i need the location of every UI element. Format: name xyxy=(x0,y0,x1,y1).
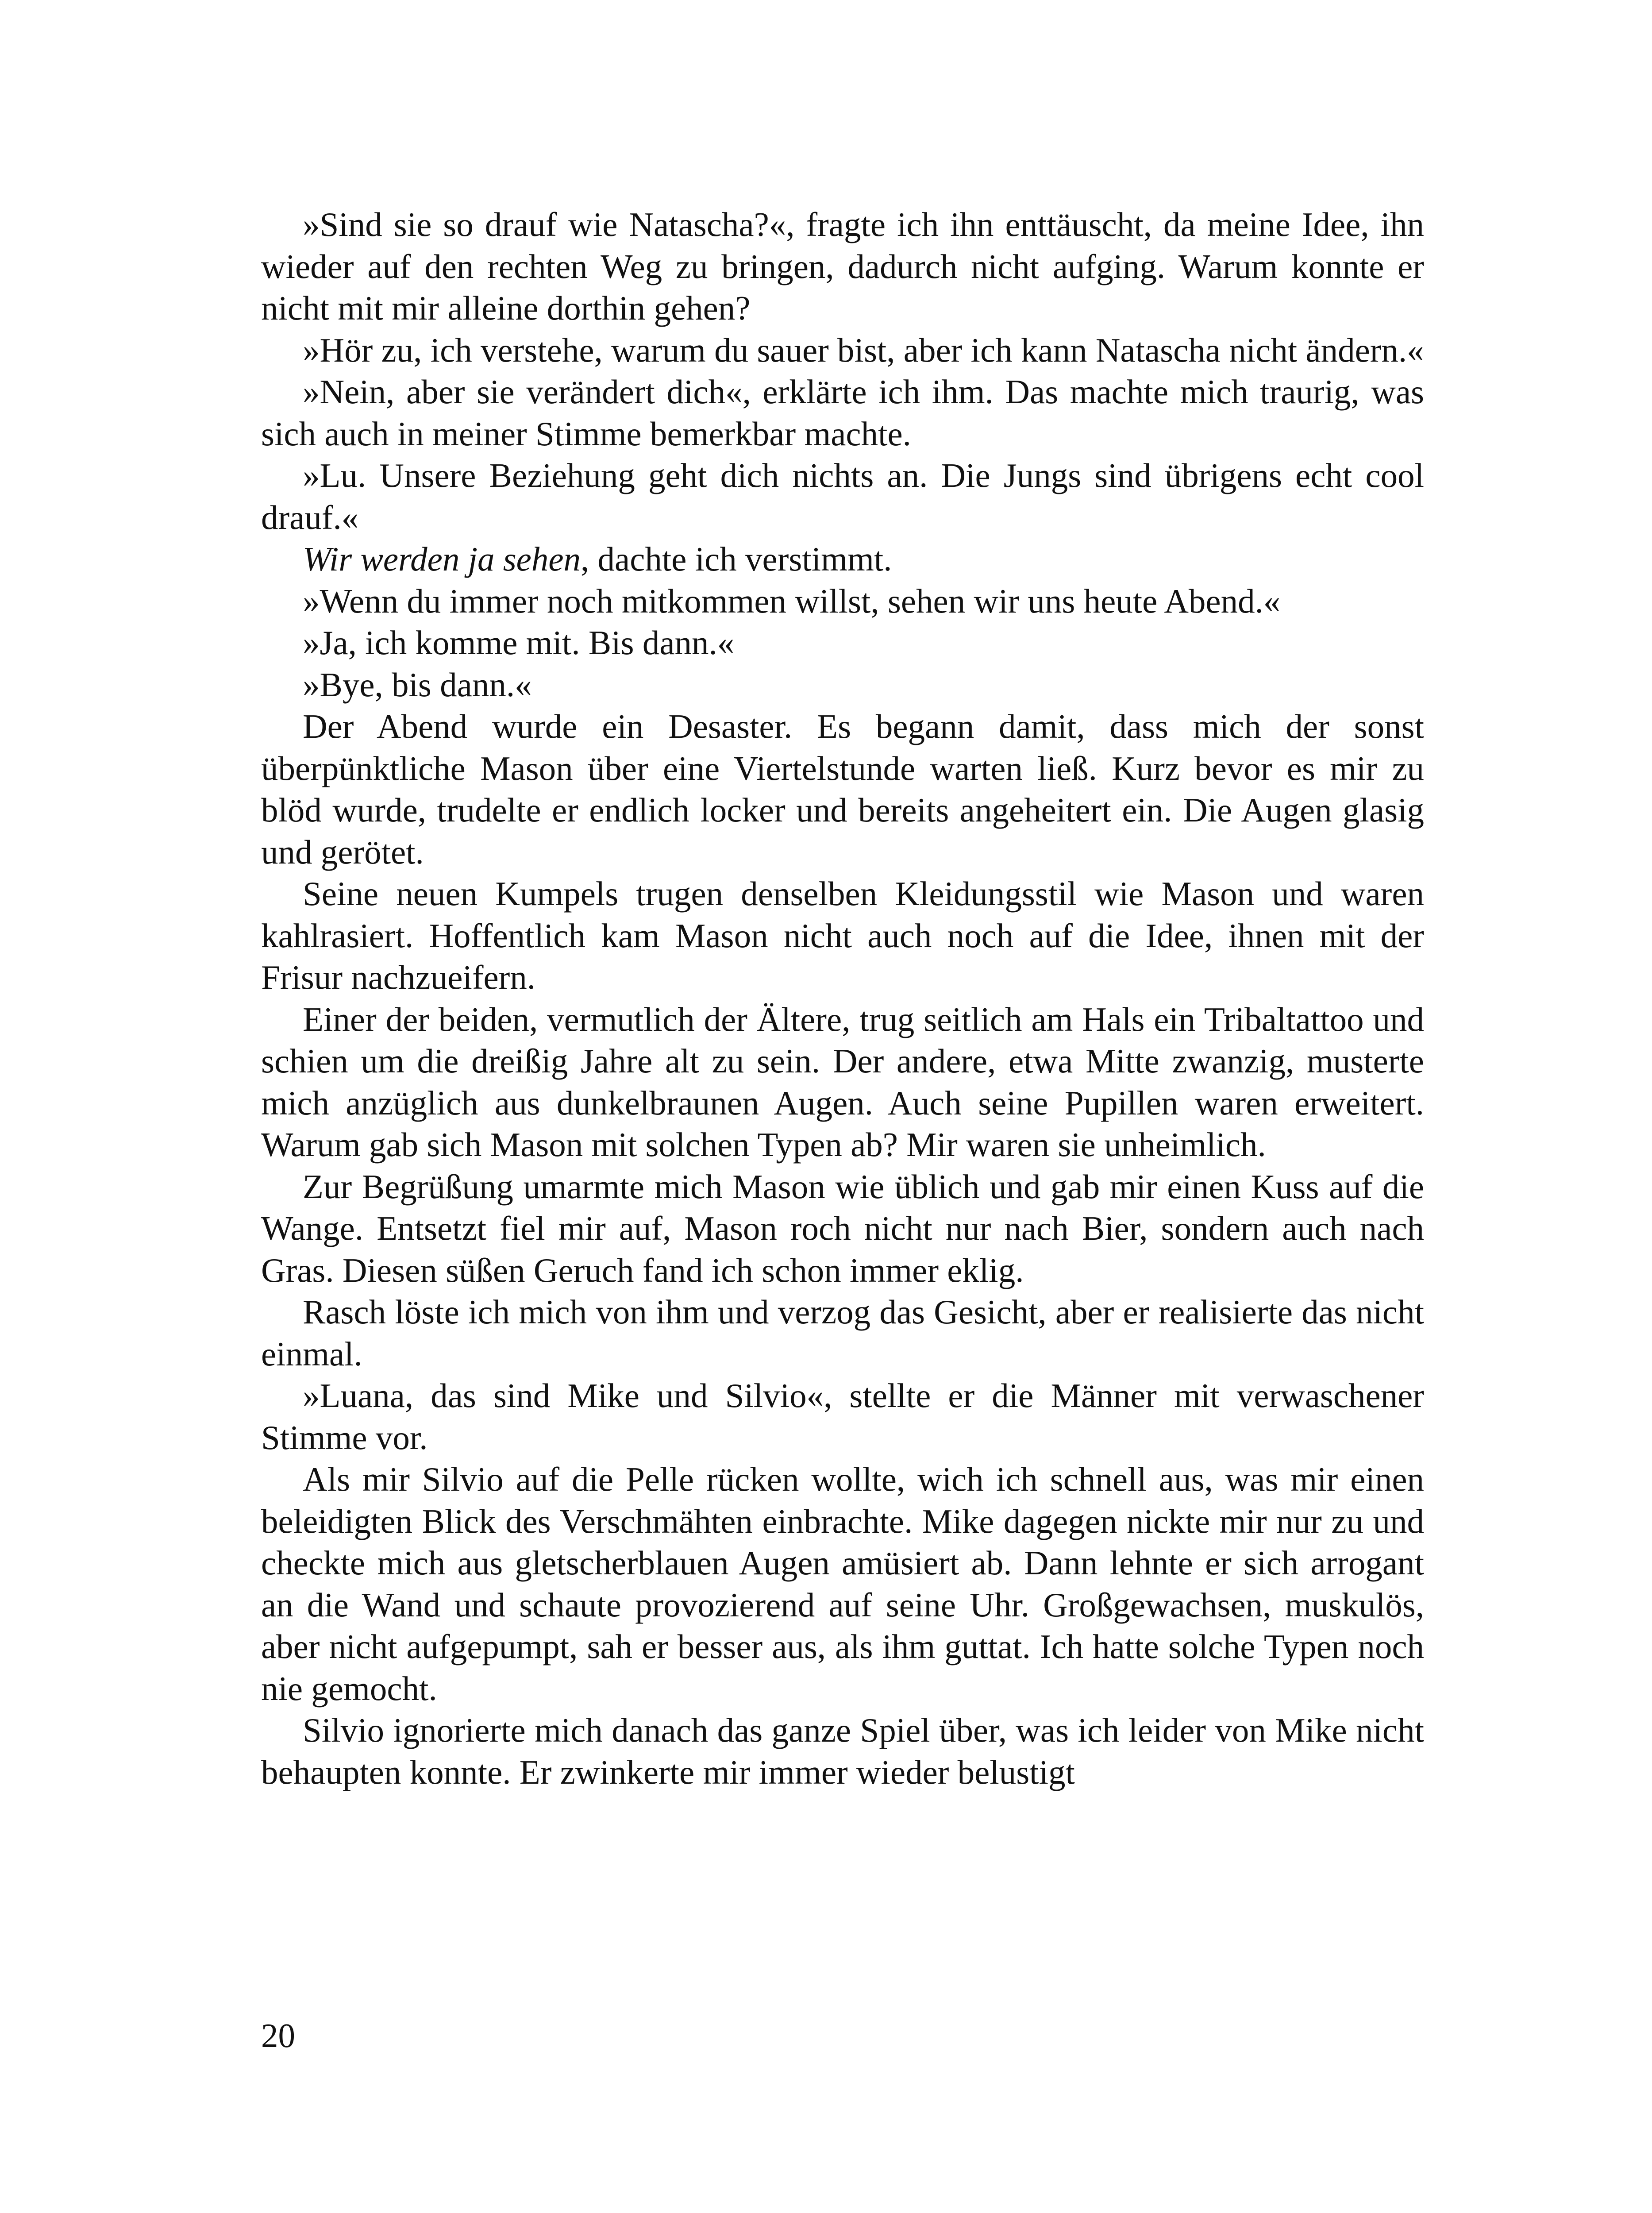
paragraph: Rasch löste ich mich von ihm und verzog das Gesicht, aber er realisierte das nicht einmal. xyxy=(261,1293,1424,1373)
paragraph: »Hör zu, ich verstehe, warum du sauer bist, aber ich kann Natascha nicht ändern.« xyxy=(303,331,1424,369)
paragraph: Einer der beiden, vermutlich der Ältere, trug seitlich am Hals ein Tribaltattoo und schien um die dreißig Jahre alt zu sein. Der andere, etwa Mitte zwanzig, musterte mich anzüglich aus dunkelbraunen Augen. Auch seine Pupillen waren erweitert. Warum gab sich Mason mit solchen Typen ab? Mir waren sie unheimlich. xyxy=(261,1000,1424,1164)
paragraph: »Ja, ich komme mit. Bis dann.« xyxy=(303,624,735,662)
paragraph xyxy=(261,538,1424,580)
paragraph: Silvio ignorierte mich danach das ganze Spiel über, was ich leider von Mike nicht behaupten konnte. Er zwinkerte mir immer wieder belustigt xyxy=(261,1711,1424,1791)
italic-thought: Wir werden ja sehen xyxy=(303,540,581,578)
paragraph: »Luana, das sind Mike und Silvio«, stellte er die Männer mit verwaschener Stimme vor. xyxy=(261,1376,1424,1457)
paragraph: Zur Begrüßung umarmte mich Mason wie üblich und gab mir einen Kuss auf die Wange. Entsetzt fiel mir auf, Mason roch nicht nur nach Bier, sondern auch nach Gras. Diesen süßen Geruch fand ich schon immer eklig. xyxy=(261,1167,1424,1289)
paragraph: »Wenn du immer noch mitkommen willst, sehen wir uns heute Abend.« xyxy=(303,582,1281,620)
page-number: 20 xyxy=(261,2016,295,2055)
paragraph: »Lu. Unsere Beziehung geht dich nichts an. Die Jungs sind übrigens echt cool drauf.« xyxy=(261,456,1424,536)
paragraph: Seine neuen Kumpels trugen denselben Kleidungsstil wie Mason und waren kahlrasiert. Hoffentlich kam Mason nicht auch noch auf die Idee, ihnen mit der Frisur nachzueifern. xyxy=(261,875,1424,996)
paragraph: Der Abend wurde ein Desaster. Es begann damit, dass mich der sonst überpünktliche Mason über eine Viertelstunde warten ließ. Kurz bevor es mir zu blöd wurde, trudelte er endlich locker und bereits angeheitert ein. Die Augen glasig und gerötet. xyxy=(261,707,1424,871)
paragraph: »Nein, aber sie verändert dich«, erklärte ich ihm. Das machte mich traurig, was sich auch in meiner Stimme bemerkbar machte. xyxy=(261,373,1424,453)
paragraph: »Bye, bis dann.« xyxy=(303,665,532,704)
paragraph: Als mir Silvio auf die Pelle rücken wollte, wich ich schnell aus, was mir einen beleidigten Blick des Verschmähten einbrachte. Mike dagegen nickte mir nur zu und checkte mich aus gletscherblauen Augen amüsiert ab. Dann lehnte er sich arrogant an die Wand und schaute provozierend auf seine Uhr. Großgewachsen, muskulös, aber nicht aufgepumpt, sah er besser aus, als ihm guttat. Ich hatte solche Typen noch nie gemocht. xyxy=(261,1460,1424,1708)
paragraph-continuation: , dachte ich verstimmt. xyxy=(581,540,892,578)
paragraph: »Sind sie so drauf wie Natascha?«, fragte ich ihn enttäuscht, da meine Idee, ihn wieder auf den rechten Weg zu bringen, dadurch nicht aufging. Warum konnte er nicht mit mir alleine dorthin gehen? xyxy=(261,205,1424,327)
body-text xyxy=(261,204,1424,1793)
